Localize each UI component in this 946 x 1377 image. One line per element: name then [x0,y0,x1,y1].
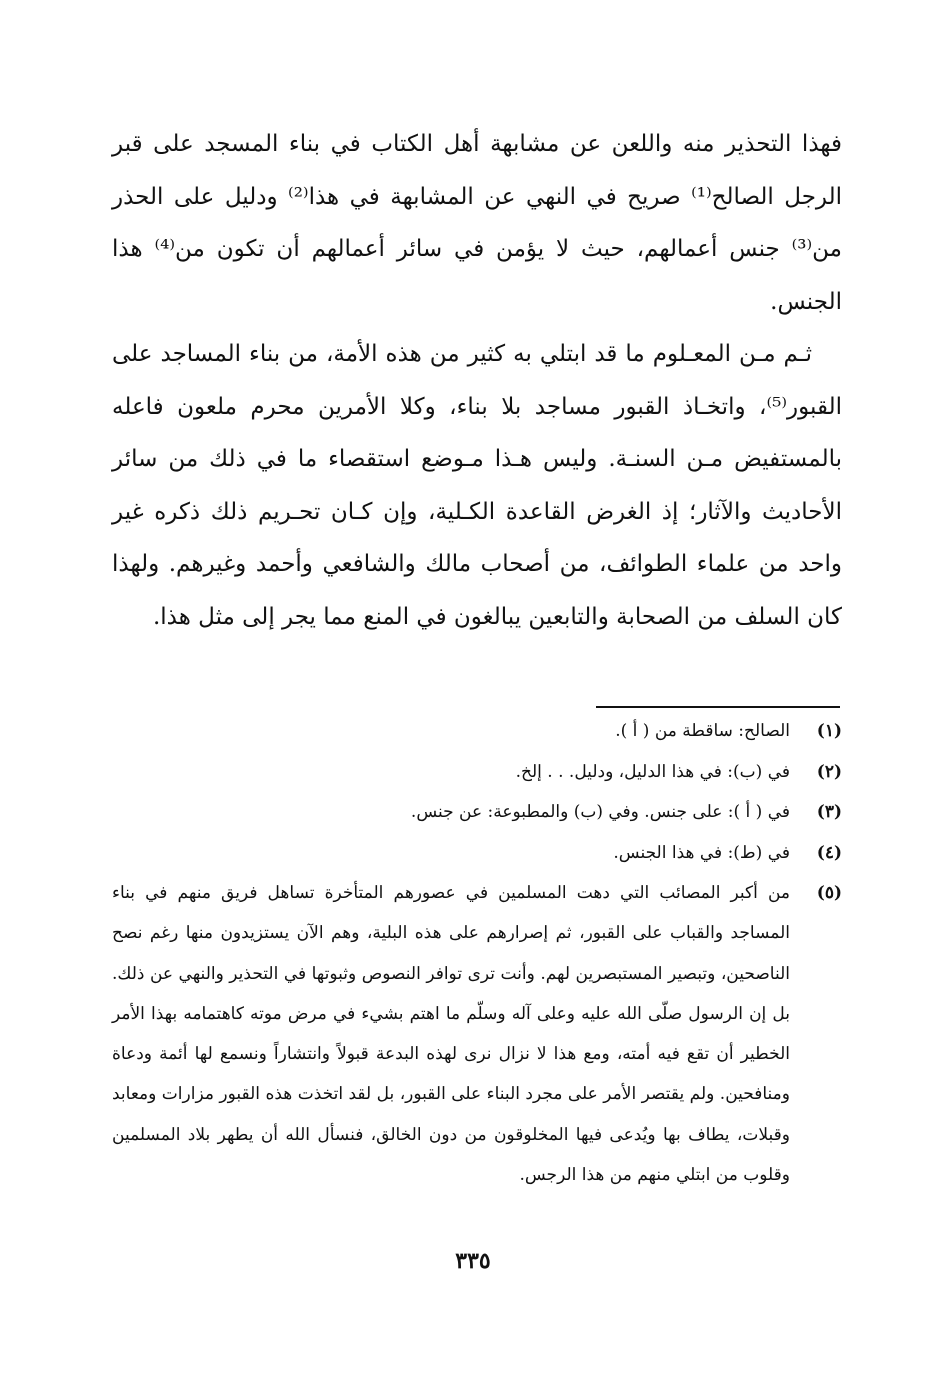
footnote-item [112,792,842,833]
footnote-text: في ( أ ): على جنس. وفي (ب) والمطبوعة: عن جنس. [410,802,790,822]
footnote-number: (٢) [816,761,842,782]
footnote-text: من أكبر المصائب التي دهت المسلمين في عصورهم المتأخرة تساهل فريق منهم في بناء المساجد والقباب على القبور، ثم إصرارهم على هذه البلية، وهم الآن يستزيدون منها رغم نصح الناصحين، وتبصير المستبصرين لهم. وأنت ترى توافر النصوص وثبوتها في التحذير والنهي عن ذلك. بل إن الرسول صلّى الله عليه وعلى آله وسلّم ما اهتم بشيء في مرض موته كاهتمامه بهذا الأمر الخطير أن تقع فيه أمته، ومع هذا لا نزال نرى لهذه البدعة قبولاً وانتشاراً ونسمع لها أئمة ودعاة ومنافحين. ولم يقتصر الأمر على مجرد البناء على القبور، بل لقد اتخذت هذه القبور مزارات ومعابد وقبلات، يطاف بها ويُدعى فيها المخلوقون من دون الخالق، فنسأل الله أن يطهر بلاد المسلمين وقلوب من ابتلي منهم من هذا الرجس. [112,883,790,1186]
footnote-text: في (ب): في هذا الدليل، ودليل. . . إلخ. [515,761,790,782]
footnote-number: (٤) [816,842,842,863]
footnotes [112,711,842,1195]
footnote-text: في (ط): في هذا الجنس. [613,842,790,863]
paragraph: فهذا التحذير منه واللعن عن مشابهة أهل الكتاب في بناء المسجد على قبر الرجل الصالح⁽¹⁾ صريح في النهي عن المشابهة في هذا⁽²⁾ ودليل على الحذر من⁽³⁾ جنس أعمالهم، حيث لا يؤمن في سائر أعمالهم أن تكون من⁽⁴⁾ هذا الجنس. [112,131,843,315]
main-text [112,118,842,643]
footnote-item [112,752,842,793]
footnote-item [112,873,842,1195]
page-number: ٣٣٥ [455,1248,491,1274]
footnote-number: (٣) [816,802,842,822]
paragraph: ثـم مـن المعـلوم ما قد ابتلي به كثير من هذه الأمة، من بناء المساجد على القبور⁽⁵⁾، واتخـاذ القبور مساجد بلا بناء، وكلا الأمرين محرم ملعون فاعله بالمستفيض مـن السنـة. وليس هـذا مـوضع استقصاء ما في ذلك من سائر الأحاديث والآثار؛ إذ الغرض القاعدة الكـلية، وإن كـان تحـريم ذلك ذكره غير واحد من علماء الطوائف، من أصحاب مالك والشافعي وأحمد وغيرهم. ولهذا كان السلف من الصحابة والتابعين يبالغون في المنع مما يجر إلى مثل هذا. [112,341,842,630]
footnote-number: (٥) [816,883,842,903]
footnote-item [112,711,842,752]
footnote-item [112,833,842,874]
footnote-number: (١) [816,721,842,741]
footnote-text: الصالح: ساقطة من ( أ ). [615,721,790,741]
footnote-separator [596,706,840,708]
